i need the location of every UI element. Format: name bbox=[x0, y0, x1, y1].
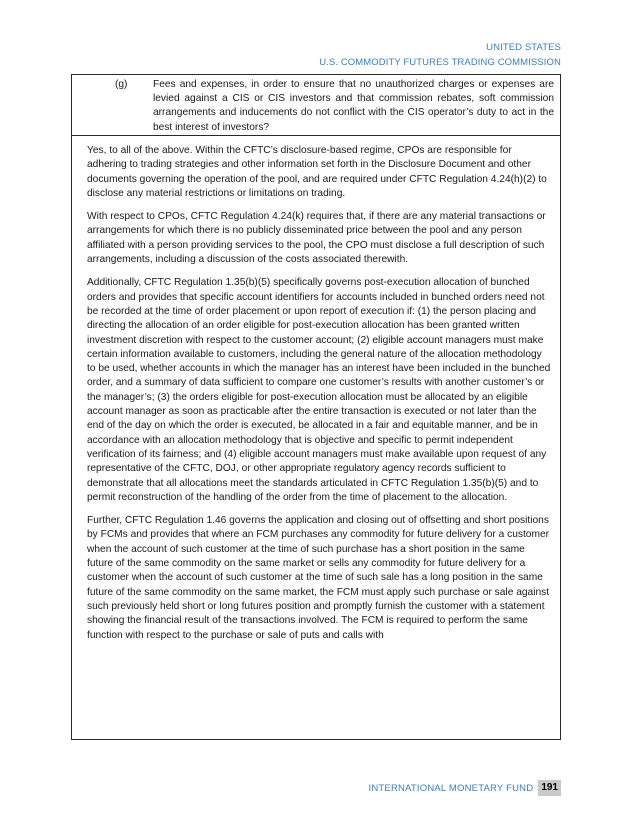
question-text: Fees and expenses, in order to ensure that no unauthorized charges or expenses are levied against a CIS or CIS investors and that commission rebates, soft commission arrangements and inducements do not conflict with the CIS operator’s duty to act in the best interest of investors? bbox=[153, 79, 554, 133]
content-table bbox=[71, 75, 561, 740]
footer-label: INTERNATIONAL MONETARY FUND bbox=[368, 782, 534, 794]
header-agency: U.S. COMMODITY FUTURES TRADING COMMISSION bbox=[319, 57, 561, 68]
question-row bbox=[72, 75, 560, 136]
paragraph: Further, CFTC Regulation 1.46 governs the application and closing out of offsetting and short positions by FCMs and provides that where an FCM purchases any commodity for future delivery for a customer when the account of such customer at the time of such purchase has a short position in the same future of the same commodity on the same market or sells any commodity for future delivery for a customer when the account of such customer at the time of such sale has a long position in the same future of the same commodity on the same market, the FCM must apply such purchase or sale against such previously held short or long futures position and promptly furnish the customer with a statement showing the financial result of the transactions involved. The FCM is required to perform the same function with respect to the purchase or sale of puts and calls with bbox=[87, 515, 550, 641]
paragraph: Additionally, CFTC Regulation 1.35(b)(5) specifically governs post-execution allocation of bunched orders and provides that specific account identifiers for accounts included in bunched orders need not be recorded at the time of order placement or upon report of execution if: (1) the person placing and directing the allocation of an order eligible for post-execution allocation has been granted written investment discretion with respect to the customer account; (2) eligible account managers must make certain information available to customers, including the general nature of the allocation methodology to be used, whether accounts in which the manager has an interest have been included in the bunched order, and a summary of data sufficient to compare one customer’s results with another customer’s or the manager’s; (3) the orders eligible for post-execution allocation must be allocated by an eligible account manager as soon as practicable after the entire transaction is executed or not later than the end of the day on which the order is executed, be allocated in a fair and equitable manner, and be in accordance with an allocation methodology that is objective and specific to permit independent verification of its fairness; and (4) eligible account managers must make available upon request of any representative of the CFTC, DOJ, or other appropriate regulatory agency records sufficient to demonstrate that all allocations meet the standards articulated in CFTC Regulation 1.35(b)(5) and to permit reconstruction of the handling of the order from the time of placement to the allocation. bbox=[87, 277, 551, 503]
paragraph: With respect to CPOs, CFTC Regulation 4.24(k) requires that, if there are any material transactions or arrangements for which there is no publicly disseminated price between the pool and any person affiliated with a person providing services to the pool, the CPO must disclose a full description of such arrangements, including a discussion of the costs associated therewith. bbox=[87, 211, 546, 266]
paragraph: Yes, to all of the above. Within the CFTC’s disclosure-based regime, CPOs are responsible for adhering to trading strategies and other information set forth in the Disclosure Document and other documents governing the operation of the pool, and are required under CFTC Regulation 4.24(h)(2) to disclose any material restrictions or limitations on trading. bbox=[87, 145, 547, 199]
page-number: 191 bbox=[538, 780, 561, 796]
header-country: UNITED STATES bbox=[486, 42, 561, 53]
page-footer bbox=[369, 780, 562, 796]
answer-body bbox=[72, 136, 560, 643]
question-marker: (g) bbox=[115, 79, 128, 90]
